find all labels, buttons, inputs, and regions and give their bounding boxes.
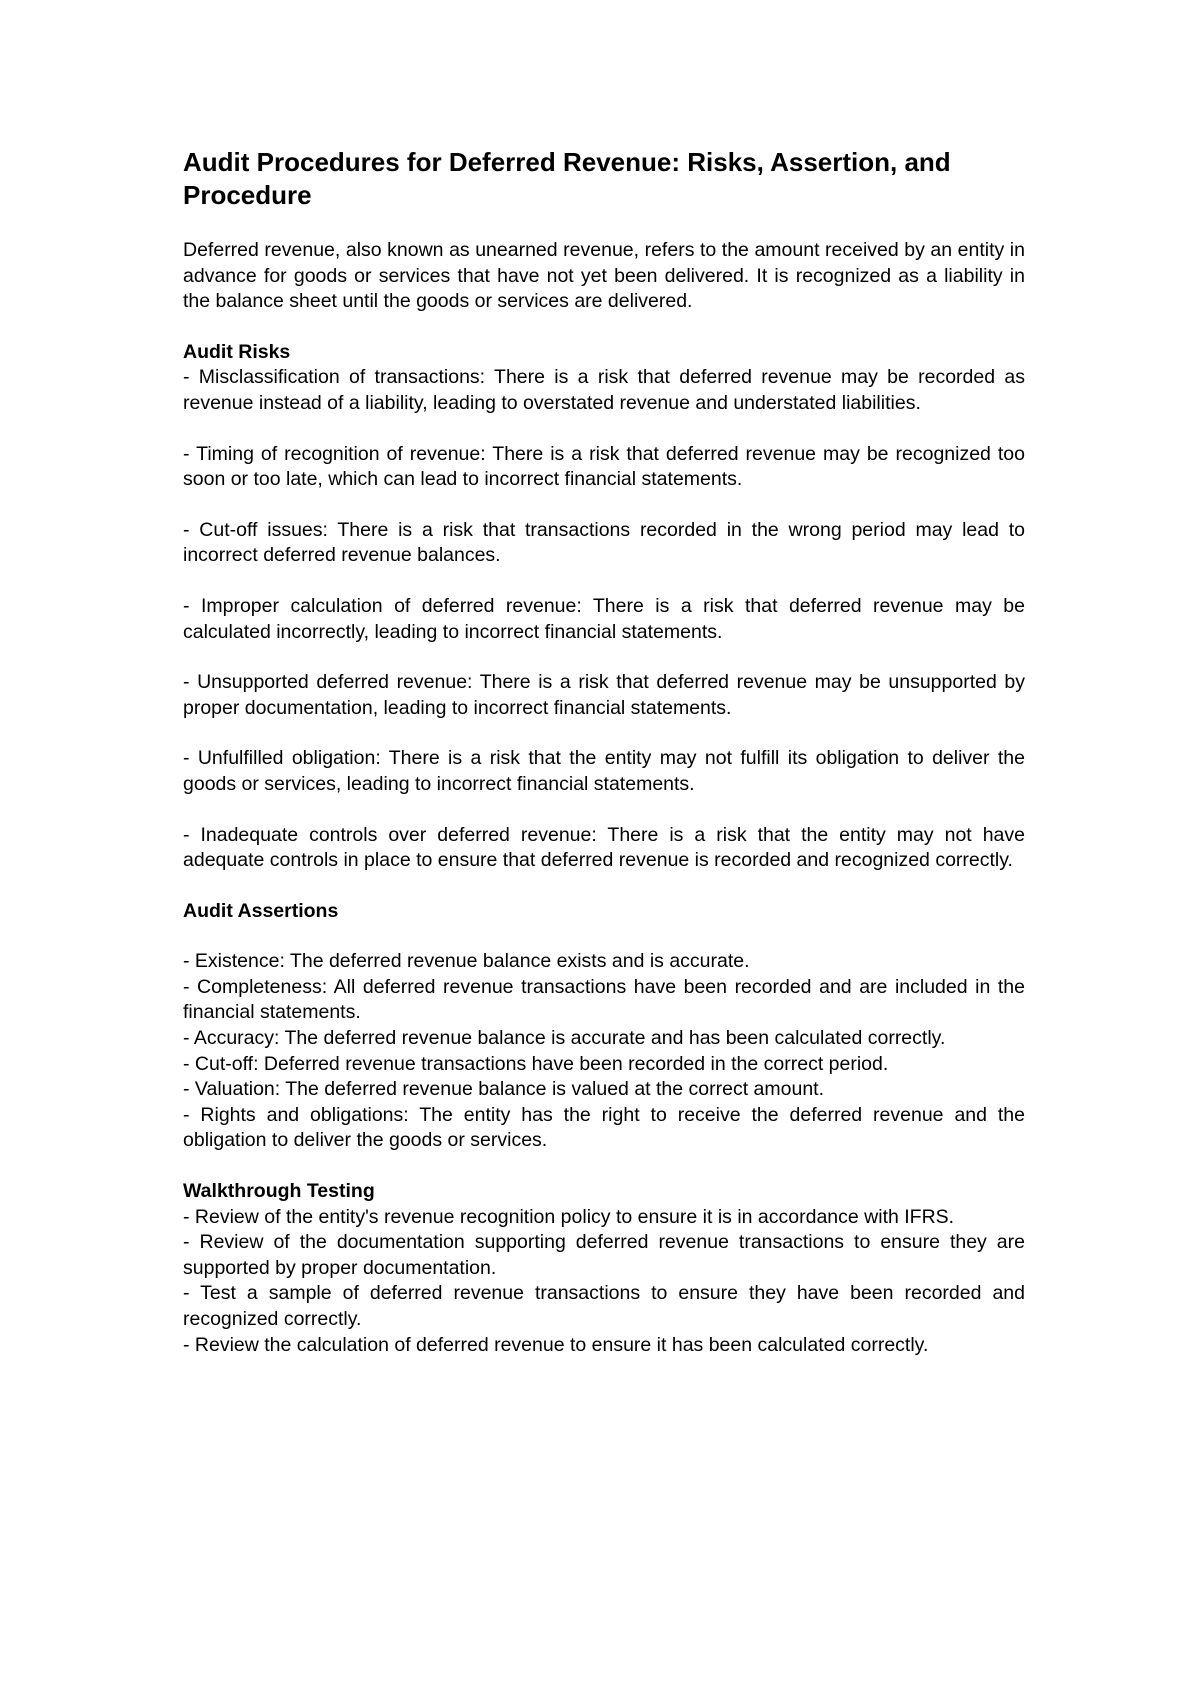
risk-item: - Misclassification of transactions: There is a risk that deferred revenue may be recorded as revenue instead of a liability, leading to overstated revenue and understated liabilities. bbox=[183, 366, 1025, 414]
risk-item: - Unsupported deferred revenue: There is a risk that deferred revenue may be unsupported by proper documentation, leading to incorrect financial statements. bbox=[183, 671, 1025, 719]
assertion-item: - Accuracy: The deferred revenue balance is accurate and has been calculated correctly. bbox=[183, 1027, 946, 1050]
walkthrough-testing-heading: Walkthrough Testing bbox=[183, 1180, 375, 1203]
audit-assertions-heading: Audit Assertions bbox=[183, 899, 339, 922]
walkthrough-item: - Review of the documentation supporting deferred revenue transactions to ensure they are supported by proper documentation. bbox=[183, 1231, 1025, 1279]
risk-item: - Improper calculation of deferred revenue: There is a risk that deferred revenue may be calculated incorrectly, leading to incorrect financial statements. bbox=[183, 594, 1025, 643]
walkthrough-item: - Review of the entity's revenue recognition policy to ensure it is in accordance with IFRS. bbox=[183, 1205, 955, 1228]
walkthrough-item: - Review the calculation of deferred revenue to ensure it has been calculated correctly. bbox=[183, 1333, 929, 1356]
risk-item: - Cut-off issues: There is a risk that transactions recorded in the wrong period may lead to incorrect deferred revenue balances. bbox=[183, 518, 1025, 567]
document-title: Audit Procedures for Deferred Revenue: Risks, Assertion, and Procedure bbox=[183, 147, 951, 210]
risk-item: - Unfulfilled obligation: There is a risk that the entity may not fulfill its obligation to deliver the goods or services, leading to incorrect financial statements. bbox=[183, 747, 1025, 795]
assertion-item: - Cut-off: Deferred revenue transactions have been recorded in the correct period. bbox=[183, 1052, 889, 1075]
audit-assertions-list bbox=[183, 949, 1025, 1154]
walkthrough-testing-list bbox=[183, 1205, 1025, 1359]
intro-paragraph: Deferred revenue, also known as unearned revenue, refers to the amount received by an entity in advance for goods or services that have not yet been delivered. It is recognized as a liability in the balance sheet until the goods or services are delivered. bbox=[183, 239, 1025, 313]
assertion-item: - Existence: The deferred revenue balance exists and is accurate. bbox=[183, 950, 750, 973]
risk-item: - Inadequate controls over deferred revenue: There is a risk that the entity may not have adequate controls in place to ensure that deferred revenue is recorded and recognized correctly. bbox=[183, 823, 1025, 872]
audit-risks-list bbox=[183, 365, 1025, 873]
assertion-item: - Completeness: All deferred revenue transactions have been recorded and are included in the financial statements. bbox=[183, 975, 1025, 1024]
walkthrough-testing-section bbox=[183, 1179, 1025, 1358]
assertion-item: - Rights and obligations: The entity has the right to receive the deferred revenue and the obligation to deliver the goods or services. bbox=[183, 1103, 1025, 1152]
assertion-item: - Valuation: The deferred revenue balance is valued at the correct amount. bbox=[183, 1078, 824, 1101]
audit-risks-heading: Audit Risks bbox=[183, 340, 291, 363]
document-page bbox=[183, 146, 1025, 1358]
walkthrough-item: - Test a sample of deferred revenue transactions to ensure they have been recorded and recognized correctly. bbox=[183, 1282, 1025, 1330]
audit-assertions-section bbox=[183, 899, 1025, 1154]
audit-risks-section bbox=[183, 340, 1025, 874]
risk-item: - Timing of recognition of revenue: There is a risk that deferred revenue may be recognized too soon or too late, which can lead to incorrect financial statements. bbox=[183, 442, 1025, 491]
